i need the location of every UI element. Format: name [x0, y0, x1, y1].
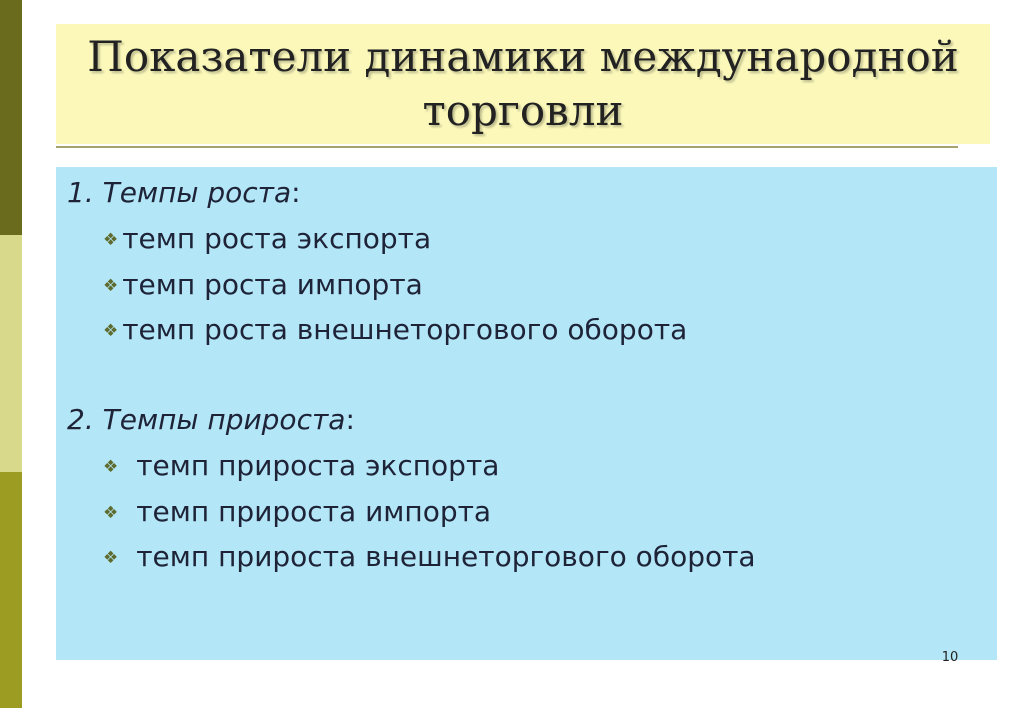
list-item: [103, 540, 756, 575]
list-item: [103, 495, 491, 530]
list-item: [103, 313, 687, 348]
section-heading-text: 2. Темпы прироста: [67, 403, 346, 436]
section-heading-growth-rates: [67, 176, 301, 210]
diamond-bullet-icon: ❖: [103, 230, 119, 250]
section-heading-colon: :: [345, 403, 355, 436]
list-item: [103, 268, 423, 303]
slide-title: Показатели динамики международной торговли: [87, 32, 959, 135]
section-heading-increment-rates: [67, 403, 355, 437]
list-item-text: темп прироста внешнеторгового оборота: [136, 540, 756, 573]
list-item: [103, 222, 431, 257]
list-item-text: темп прироста экспорта: [136, 449, 500, 482]
list-item-text: темп роста импорта: [122, 268, 423, 301]
list-item-text: темп роста внешнеторгового оборота: [122, 313, 688, 346]
title-divider: [56, 146, 958, 148]
sidebar-band-dark: [0, 0, 22, 235]
section-heading-colon: :: [291, 176, 301, 209]
sidebar-band-light: [0, 235, 22, 472]
diamond-bullet-icon: ❖: [103, 276, 119, 296]
list-item: [103, 449, 499, 484]
diamond-bullet-icon: ❖: [103, 548, 119, 568]
list-item-text: темп роста экспорта: [122, 222, 432, 255]
diamond-bullet-icon: ❖: [103, 321, 119, 341]
diamond-bullet-icon: ❖: [103, 457, 119, 477]
sidebar-band-mid: [0, 472, 22, 708]
diamond-bullet-icon: ❖: [103, 503, 119, 523]
section-heading-text: 1. Темпы роста: [67, 176, 292, 209]
page-number: 10: [941, 650, 959, 665]
list-item-text: темп прироста импорта: [136, 495, 492, 528]
